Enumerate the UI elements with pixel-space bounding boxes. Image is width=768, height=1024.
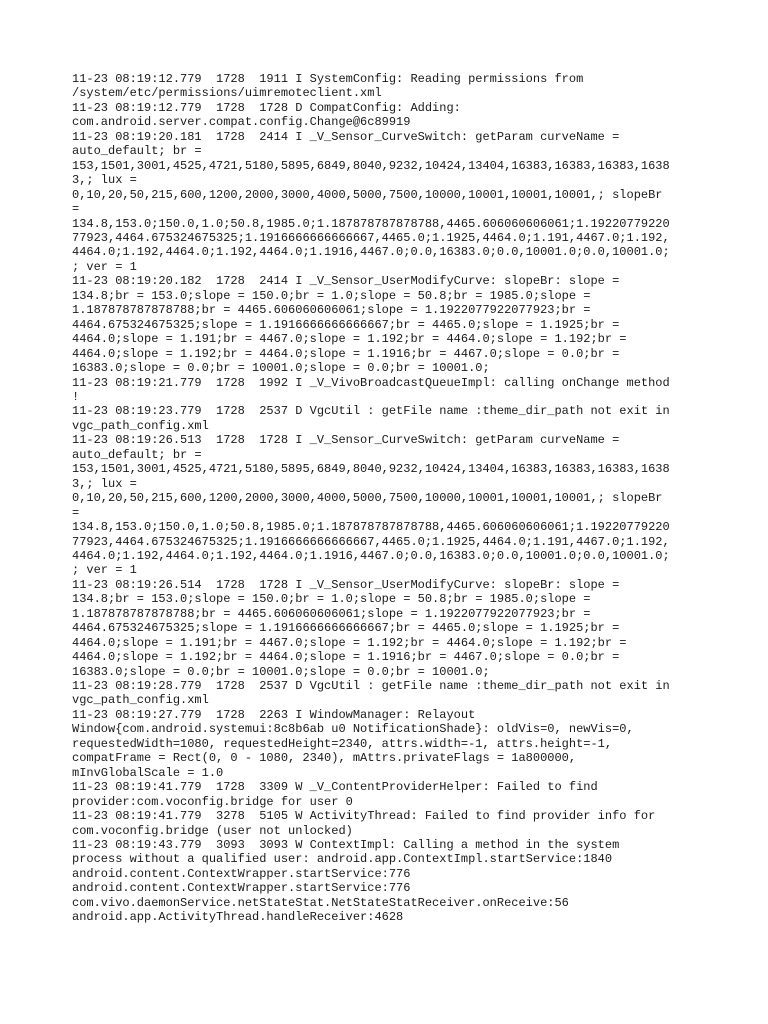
log-line: 4464.0;slope = 1.191;br = 4467.0;slope = 1.192;br = 4464.0;slope = 1.192;br = [72,332,627,347]
log-line: process without a qualified user: android.app.ContextImpl.startService:1840 [72,852,613,867]
log-line: ; ver = 1 [72,563,137,578]
log-line: = [72,202,80,217]
log-line: 4464.0;1.192,4464.0;1.192,4464.0;1.1916,4467.0;0.0,16383.0;0.0,10001.0;0.0,10001.0; [72,245,670,260]
log-line: 153,1501,3001,4525,4721,5180,5895,6849,8040,9232,10424,13404,16383,16383,16383,1638 [72,462,670,477]
log-line: ! [72,389,80,404]
log-line: ; ver = 1 [72,259,137,274]
log-line: android.content.ContextWrapper.startService:776 [72,881,411,896]
log-line: 153,1501,3001,4525,4721,5180,5895,6849,8040,9232,10424,13404,16383,16383,16383,1638 [72,158,670,173]
log-line: 11-23 08:19:12.779 1728 1728 D CompatConfig: Adding: [72,100,461,115]
log-line: com.vivo.daemonService.netStateStat.NetStateStatReceiver.onReceive:56 [72,895,569,910]
log-line: mInvGlobalScale = 1.0 [72,765,224,780]
log-line: 3,; lux = [72,476,137,491]
log-line: 3,; lux = [72,173,137,188]
log-line: 11-23 08:19:20.181 1728 2414 I _V_Sensor_CurveSwitch: getParam curveName = [72,129,620,144]
log-line: 4464.0;slope = 1.192;br = 4464.0;slope = 1.1916;br = 4467.0;slope = 0.0;br = [72,650,620,665]
log-line: 0,10,20,50,215,600,1200,2000,3000,4000,5000,7500,10000,10001,10001,10001,; slopeBr [72,187,663,202]
log-line: requestedWidth=1080, requestedHeight=2340, attrs.width=-1, attrs.height=-1, [72,736,613,751]
log-line: 4464.675324675325;slope = 1.1916666666666667;br = 4465.0;slope = 1.1925;br = [72,317,620,332]
log-line: android.app.ActivityThread.handleReceiver:4628 [72,910,404,925]
log-line: 0,10,20,50,215,600,1200,2000,3000,4000,5000,7500,10000,10001,10001,10001,; slopeBr [72,491,663,506]
log-line: com.voconfig.bridge (user not unlocked) [72,823,353,838]
log-line: 11-23 08:19:41.779 1728 3309 W _V_ContentProviderHelper: Failed to find [72,780,598,795]
log-line: android.content.ContextWrapper.startService:776 [72,866,411,881]
log-line: 134.8;br = 153.0;slope = 150.0;br = 1.0;slope = 50.8;br = 1985.0;slope = [72,288,591,303]
log-line: 11-23 08:19:20.182 1728 2414 I _V_Sensor_UserModifyCurve: slopeBr: slope = [72,274,620,289]
log-line: 11-23 08:19:12.779 1728 1911 I SystemConfig: Reading permissions from [72,72,584,86]
log-line: vgc_path_config.xml [72,418,209,433]
log-line: 16383.0;slope = 0.0;br = 10001.0;slope = 0.0;br = 10001.0; [72,361,490,376]
log-line: 1.187878787878788;br = 4465.606060606061;slope = 1.1922077922077923;br = [72,606,591,621]
log-line: provider:com.voconfig.bridge for user 0 [72,794,353,809]
log-line: com.android.server.compat.config.Change@6c89919 [72,115,411,130]
log-line: 134.8;br = 153.0;slope = 150.0;br = 1.0;slope = 50.8;br = 1985.0;slope = [72,592,591,607]
log-line: 77923,4464.675324675325;1.1916666666666667,4465.0;1.1925,4464.0;1.191,4467.0;1.192, [72,230,670,245]
log-line: auto_default; br = [72,447,202,462]
log-line: = [72,505,80,520]
log-line: 11-23 08:19:26.513 1728 1728 I _V_Sensor_CurveSwitch: getParam curveName = [72,433,620,448]
log-line: 4464.675324675325;slope = 1.1916666666666667;br = 4465.0;slope = 1.1925;br = [72,621,620,636]
log-line: 11-23 08:19:27.779 1728 2263 I WindowManager: Relayout [72,707,476,722]
log-line: 11-23 08:19:43.779 3093 3093 W ContextImpl: Calling a method in the system [72,838,620,853]
log-line: 134.8,153.0;150.0,1.0;50.8,1985.0;1.187878787878788,4465.606060606061;1.19220779220 [72,520,670,535]
log-line: 11-23 08:19:41.779 3278 5105 W ActivityThread: Failed to find provider info for [72,809,656,824]
log-line: 1.187878787878788;br = 4465.606060606061;slope = 1.1922077922077923;br = [72,303,591,318]
log-line: /system/etc/permissions/uimremoteclient.xml [72,86,382,101]
log-line: vgc_path_config.xml [72,693,209,708]
log-line: Window{com.android.systemui:8c8b6ab u0 NotificationShade}: oldVis=0, newVis=0, [72,722,634,737]
log-line: 11-23 08:19:28.779 1728 2537 D VgcUtil : getFile name :theme_dir_path not exit in [72,679,670,694]
log-line: 77923,4464.675324675325;1.1916666666666667,4465.0;1.1925,4464.0;1.191,4467.0;1.192, [72,534,670,549]
log-line: 134.8,153.0;150.0,1.0;50.8,1985.0;1.187878787878788,4465.606060606061;1.19220779220 [72,216,670,231]
log-line: 4464.0;slope = 1.192;br = 4464.0;slope = 1.1916;br = 4467.0;slope = 0.0;br = [72,346,620,361]
log-line: compatFrame = Rect(0, 0 - 1080, 2340), mAttrs.privateFlags = 1a800000, [72,751,577,766]
log-line: 11-23 08:19:26.514 1728 1728 I _V_Sensor_UserModifyCurve: slopeBr: slope = [72,577,620,592]
log-line: 16383.0;slope = 0.0;br = 10001.0;slope = 0.0;br = 10001.0; [72,664,490,679]
log-line: 11-23 08:19:23.779 1728 2537 D VgcUtil : getFile name :theme_dir_path not exit in [72,404,670,419]
log-line: 4464.0;1.192,4464.0;1.192,4464.0;1.1916,4467.0;0.0,16383.0;0.0,10001.0;0.0,10001.0; [72,548,670,563]
log-document [72,72,700,925]
log-line: auto_default; br = [72,144,202,159]
log-line: 4464.0;slope = 1.191;br = 4467.0;slope = 1.192;br = 4464.0;slope = 1.192;br = [72,635,627,650]
log-line: 11-23 08:19:21.779 1728 1992 I _V_VivoBroadcastQueueImpl: calling onChange method [72,375,670,390]
